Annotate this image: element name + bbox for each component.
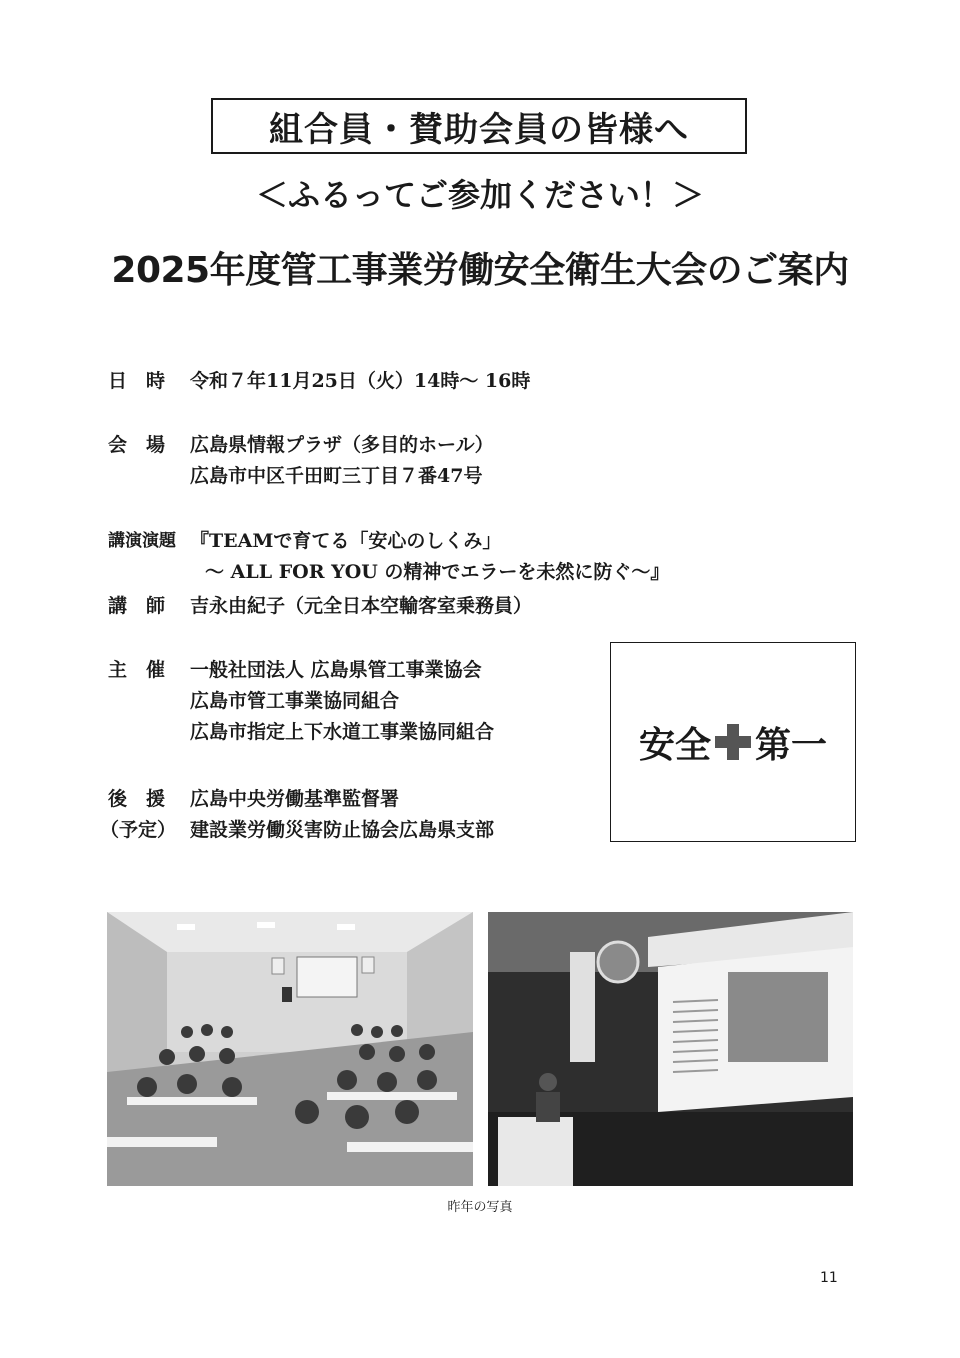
safety-first-sign: [610, 642, 856, 842]
photo-audience: [107, 912, 473, 1186]
organizer-3: 広島市指定上下水道工事業協同組合: [190, 721, 495, 743]
date-value: 令和７年11月25日（火）14時～ 16時: [190, 370, 531, 392]
lecture-subtitle: ～ ALL FOR YOU の精神でエラーを未然に防ぐ～』: [205, 561, 670, 583]
presentation-photo-illustration: [488, 912, 853, 1186]
support-2: 建設業労働災害防止協会広島県支部: [190, 819, 495, 841]
organizer-2: 広島市管工事業協同組合: [190, 690, 400, 712]
green-cross-icon: [715, 724, 751, 760]
venue-label: 会 場: [108, 434, 166, 456]
page-title: 2025年度管工事業労働安全衛生大会のご案内: [111, 250, 849, 291]
audience-photo-illustration: [107, 912, 473, 1186]
lecturer-value: 吉永由紀子（元全日本空輸客室乗務員）: [190, 595, 533, 617]
photo-caption: 昨年の写真: [447, 1200, 513, 1215]
date-label: 日 時: [108, 370, 166, 392]
safety-sign-right: 第一: [755, 724, 828, 766]
support-label-2: （予定）: [100, 819, 177, 841]
lecturer-label: 講 師: [108, 595, 166, 617]
safety-sign-left: 安全: [638, 724, 711, 766]
support-label: 後 援: [108, 788, 166, 810]
venue-name: 広島県情報プラザ（多目的ホール）: [190, 434, 494, 456]
lecture-title: 『TEAMで育てる「安心のしくみ」: [190, 530, 502, 552]
lecture-label: 講演演題: [108, 531, 176, 551]
venue-address: 広島市中区千田町三丁目７番47号: [190, 465, 483, 487]
page-number: 11: [820, 1270, 838, 1286]
organizer-1: 一般社団法人 広島県管工事業協会: [190, 659, 482, 681]
photo-presentation: [488, 912, 853, 1186]
subtitle: ＜ふるってご参加ください！＞: [255, 176, 704, 214]
boxed-title: 組合員・賛助会員の皆様へ: [211, 98, 747, 154]
organizer-label: 主 催: [108, 659, 166, 681]
support-1: 広島中央労働基準監督署: [190, 788, 400, 810]
